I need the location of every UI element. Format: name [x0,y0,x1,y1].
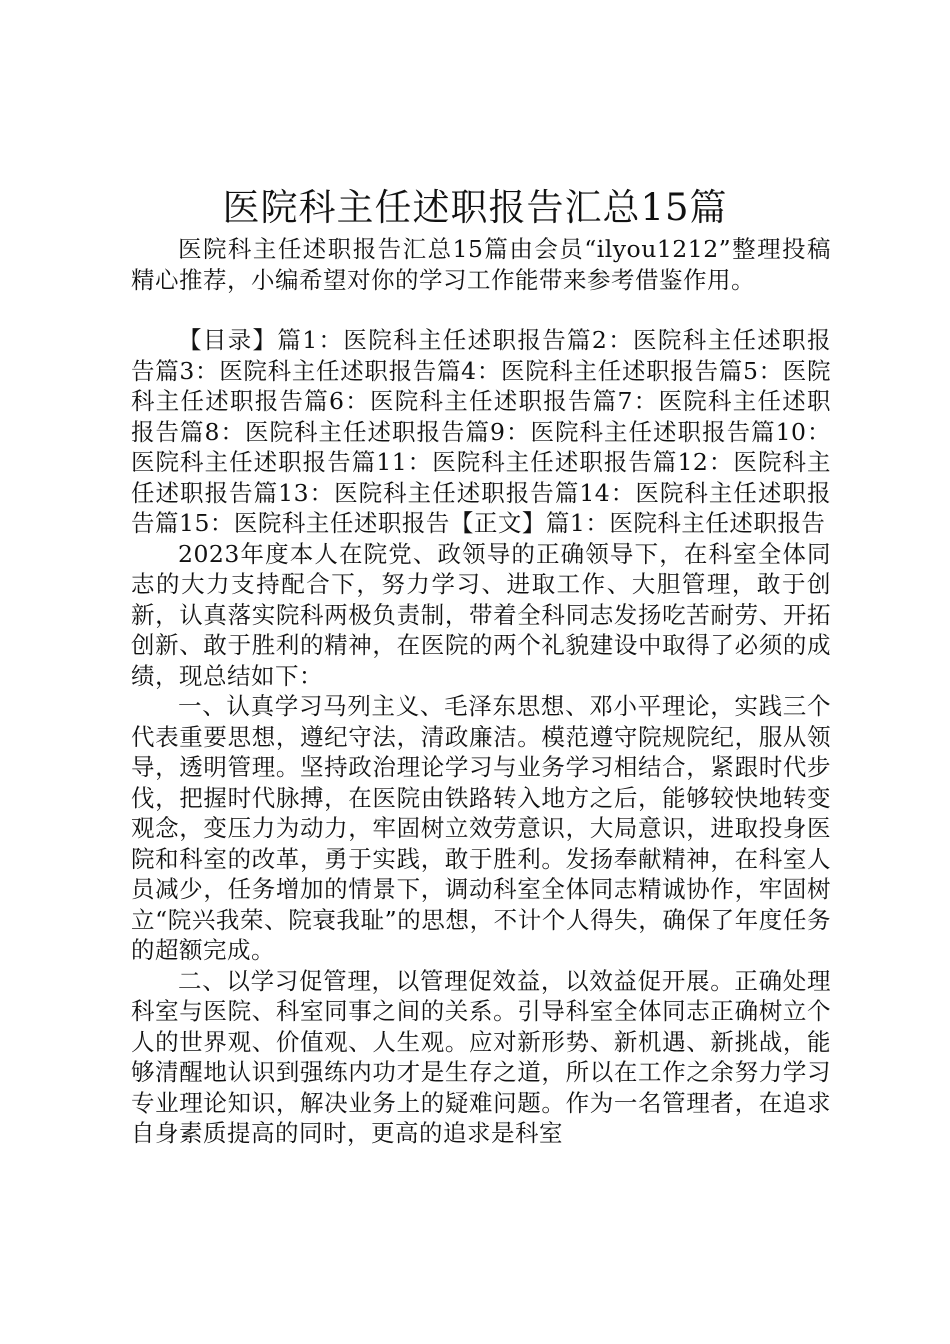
body-paragraph: 2023年度本人在院党、政领导的正确领导下，在科室全体同志的大力支持配合下，努力学习、进取工作、大胆管理，敢于创新，认真落实院科两极负责制，带着全科同志发扬吃苦耐劳、开拓创新、敢于胜利的精神，在医院的两个礼貌建设中取得了必须的成绩，现总结如下： [131,539,831,690]
body-paragraph: 一、认真学习马列主义、毛泽东思想、邓小平理论，实践三个代表重要思想，遵纪守法，清政廉洁。模范遵守院规院纪，服从领导，透明管理。坚持政治理论学习与业务学习相结合，紧跟时代步伐，把握时代脉搏，在医院由铁路转入地方之后，能够较快地转变观念，变压力为动力，牢固树立效劳意识，大局意识，进取投身医院和科室的改革，勇于实践，敢于胜利。发扬奉献精神，在科室人员减少，任务增加的情景下，调动科室全体同志精诚协作，牢固树立“院兴我荣、院衰我耻”的思想，不计个人得失，确保了年度任务的超额完成。 [131,692,831,964]
document-title: 医院科主任述职报告汇总15篇 [222,186,728,229]
intro-paragraph: 医院科主任述职报告汇总15篇由会员“ilyou1212”整理投稿精心推荐，小编希望对你的学习工作能带来参考借鉴作用。 [131,235,831,294]
table-of-contents: 【目录】篇1：医院科主任述职报告篇2：医院科主任述职报告篇3：医院科主任述职报告篇4：医院科主任述职报告篇5：医院科主任述职报告篇6：医院科主任述职报告篇7：医院科主任述职报告篇8：医院科主任述职报告篇9：医院科主任述职报告篇10：医院科主任述职报告篇11：医院科主任述职报告篇12：医院科主任述职报告篇13：医院科主任述职报告篇14：医院科主任述职报告篇15：医院科主任述职报告【正文】篇1：医院科主任述职报告 [131,326,831,537]
body-paragraph: 二、以学习促管理，以管理促效益，以效益促开展。正确处理科室与医院、科室同事之间的关系。引导科室全体同志正确树立个人的世界观、价值观、人生观。应对新形势、新机遇、新挑战，能够清醒地认识到强练内功才是生存之道，所以在工作之余努力学习专业理论知识，解决业务上的疑难问题。作为一名管理者，在追求自身素质提高的同时，更高的追求是科室 [131,966,831,1147]
document-body [131,234,831,1149]
